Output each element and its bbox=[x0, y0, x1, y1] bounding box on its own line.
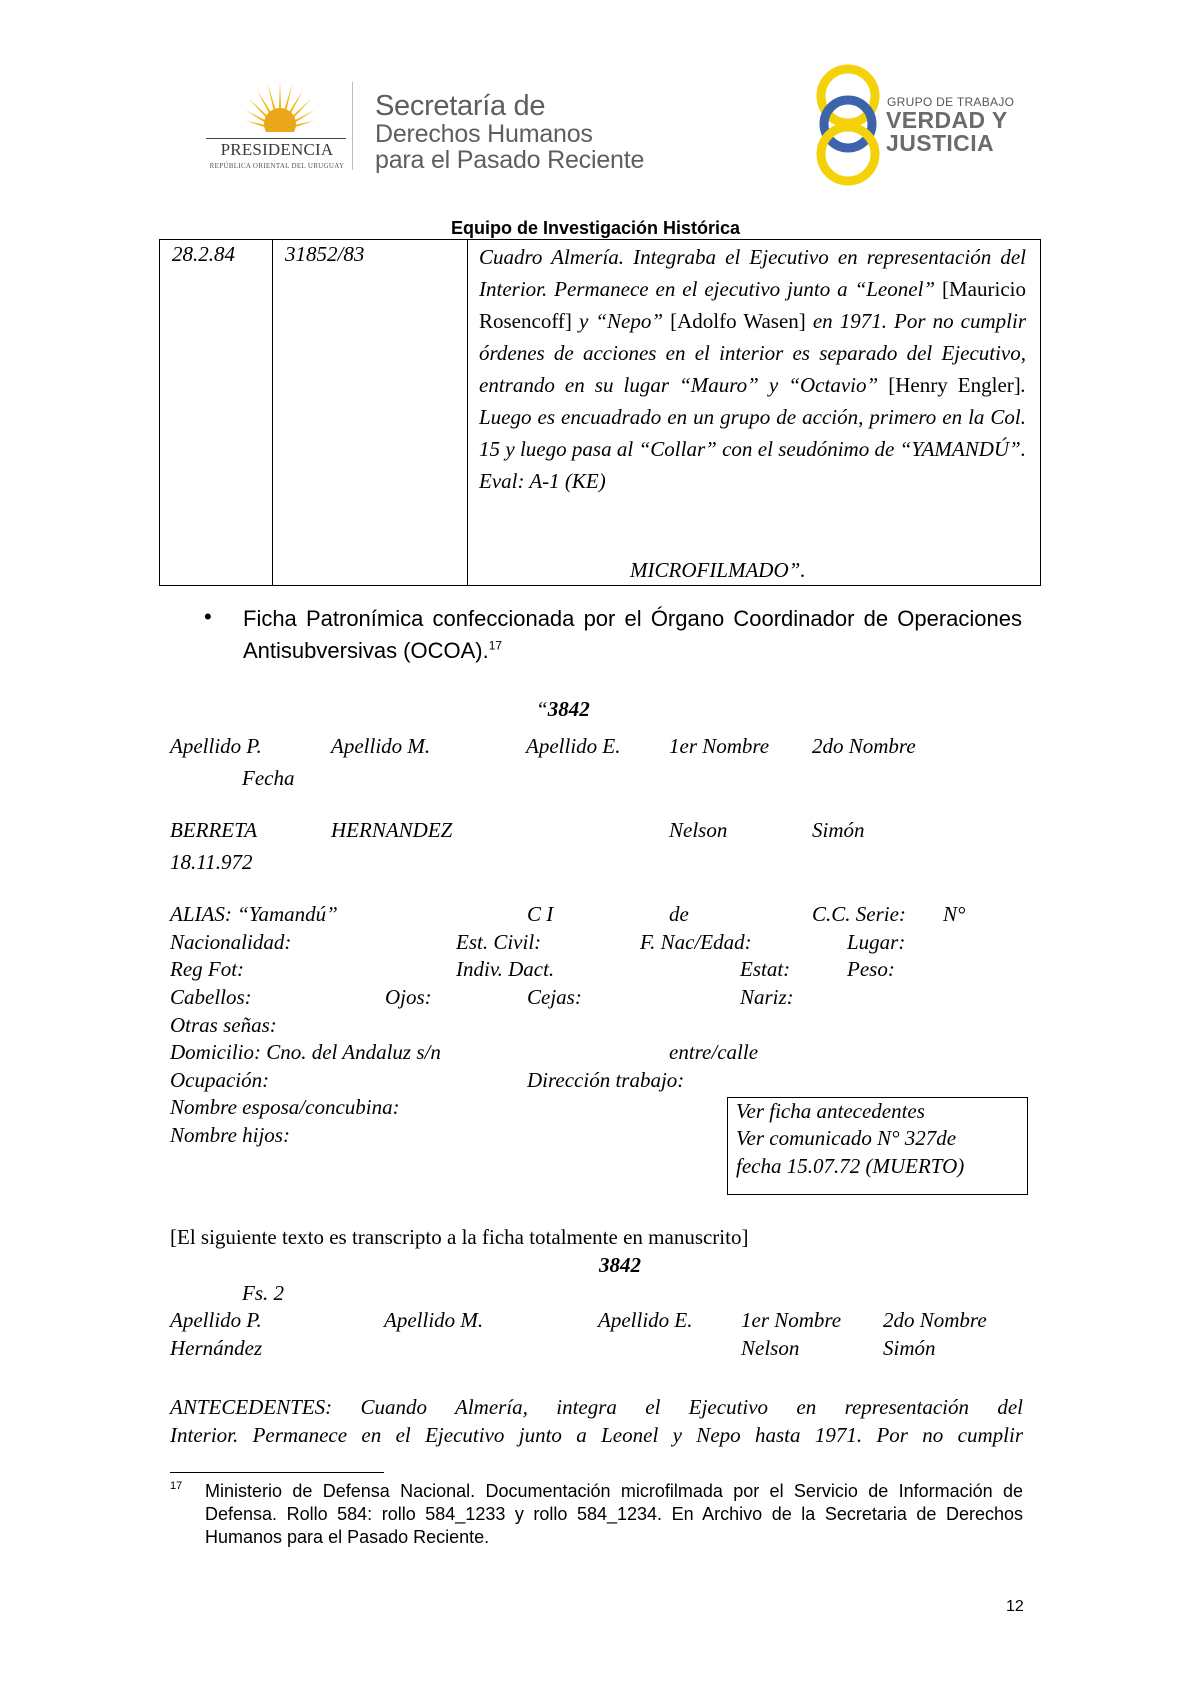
republica-label: REPÚBLICA ORIENTAL DEL URUGUAY bbox=[209, 162, 345, 170]
ficha2-label-apellido-p: Apellido P. bbox=[170, 1308, 262, 1332]
ficha2-label-apellido-m: Apellido M. bbox=[384, 1308, 484, 1332]
ficha2-label-apellido-e: Apellido E. bbox=[598, 1308, 693, 1332]
field-nacionalidad: Nacionalidad: bbox=[170, 930, 292, 954]
vj-title-line1: VERDAD Y bbox=[886, 107, 1008, 133]
label-apellido-p: Apellido P. bbox=[170, 734, 262, 758]
table-divider bbox=[467, 240, 468, 585]
ficha-quote: “ bbox=[536, 697, 548, 721]
field-nombre-esposa: Nombre esposa/concubina: bbox=[170, 1095, 400, 1119]
secretaria-title-line2: Derechos Humanos bbox=[375, 120, 593, 148]
ficha2-value-nombre2: Simón bbox=[883, 1336, 936, 1360]
value-fecha: 18.11.972 bbox=[170, 850, 253, 874]
ficha2-label-nombre2: 2do Nombre bbox=[883, 1308, 987, 1332]
document-table bbox=[159, 239, 1041, 586]
field-cabellos: Cabellos: bbox=[170, 985, 252, 1009]
table-text-part: en 1971. Por no cumplir órdenes de acciones en el interior es separado del Ejecutivo, entrando en su lugar “Mauro” y “Octavio” bbox=[479, 309, 1026, 397]
table-text-part: . Luego es encuadrado en un grupo de acción, primero en la Col. 15 y luego pasa al “Collar” con el seudónimo de “YAMANDÚ”. Eval: A-1 (KE) bbox=[479, 373, 1026, 493]
table-reference: 31852/83 bbox=[285, 242, 365, 266]
table-text-part: [Mauricio Rosencoff] bbox=[479, 277, 1026, 333]
field-ojos: Ojos: bbox=[385, 985, 432, 1009]
ficha2-fs: Fs. 2 bbox=[242, 1281, 284, 1305]
field-lugar: Lugar: bbox=[847, 930, 906, 954]
ficha2-value-nombre1: Nelson bbox=[741, 1336, 800, 1360]
field-est-civil: Est. Civil: bbox=[456, 930, 542, 954]
table-text-part: [Henry Engler] bbox=[888, 373, 1021, 397]
table-divider bbox=[272, 240, 273, 585]
ficha2-number: 3842 bbox=[599, 1253, 641, 1277]
label-nombre2: 2do Nombre bbox=[812, 734, 916, 758]
secretaria-title-line3: para el Pasado Reciente bbox=[375, 146, 645, 174]
bullet-paragraph bbox=[243, 603, 1022, 667]
page-number: 12 bbox=[1006, 1598, 1024, 1615]
field-cc-serie: C.C. Serie: bbox=[812, 902, 906, 926]
label-apellido-e: Apellido E. bbox=[526, 734, 621, 758]
field-f-nac: F. Nac/Edad: bbox=[640, 930, 752, 954]
sun-logo-icon bbox=[244, 80, 316, 132]
ficha2-label-nombre1: 1er Nombre bbox=[741, 1308, 842, 1332]
label-fecha: Fecha bbox=[242, 766, 295, 790]
field-ci: C I bbox=[527, 902, 554, 926]
table-text-part: Cuadro Almería. Integraba el Ejecutivo en representación del Interior. Permanece en el ejecutivo junto a “Leonel” bbox=[479, 245, 1026, 301]
field-direccion-trabajo: Dirección trabajo: bbox=[527, 1068, 685, 1092]
table-text-part: y “Nepo” bbox=[571, 309, 671, 333]
footnote-text: Ministerio de Defensa Nacional. Documentación microfilmada por el Servicio de Información de Defensa. Rollo 584: rollo 584_1233 y rollo 584_1234. En Archivo de la Secretaria de Derechos Humanos para el Pasado Reciente. bbox=[205, 1481, 1023, 1547]
label-nombre1: 1er Nombre bbox=[669, 734, 770, 758]
transcription-note: [El siguiente texto es transcripto a la ficha totalmente en manuscrito] bbox=[170, 1225, 749, 1249]
verdad-justicia-rings-icon bbox=[810, 62, 892, 186]
field-entre-calle: entre/calle bbox=[669, 1040, 759, 1064]
field-nombre-hijos: Nombre hijos: bbox=[170, 1123, 290, 1147]
observation-line: Ver comunicado N° 327de bbox=[736, 1126, 957, 1150]
value-apellido-p: BERRETA bbox=[170, 818, 258, 842]
field-peso: Peso: bbox=[847, 957, 895, 981]
ficha-number bbox=[536, 697, 590, 722]
antecedentes-line: ANTECEDENTES: Cuando Almería, integra el Ejecutivo en representación del bbox=[170, 1395, 1023, 1419]
footnote-ref: 17 bbox=[488, 638, 503, 653]
secretaria-title-line1: Secretaría de bbox=[375, 90, 546, 122]
field-indiv-dact: Indiv. Dact. bbox=[456, 957, 555, 981]
field-reg-fot: Reg Fot: bbox=[170, 957, 245, 981]
table-text-part: [Adolfo Wasen] bbox=[670, 309, 806, 333]
header-divider bbox=[352, 82, 353, 170]
observations-box bbox=[727, 1097, 1028, 1195]
field-n: N° bbox=[943, 902, 966, 926]
table-microfilmado: MICROFILMADO”. bbox=[630, 558, 806, 582]
field-nariz: Nariz: bbox=[740, 985, 794, 1009]
field-estat: Estat: bbox=[740, 957, 791, 981]
bullet-text: Ficha Patronímica confeccionada por el Órgano Coordinador de Operaciones Antisubversivas (OCOA). bbox=[243, 606, 1022, 663]
presidencia-rule bbox=[206, 138, 346, 139]
field-domicilio: Domicilio: Cno. del Andaluz s/n bbox=[170, 1040, 441, 1064]
table-description bbox=[479, 241, 1026, 497]
antecedentes-paragraph bbox=[170, 1393, 1023, 1449]
ficha-number-value: 3842 bbox=[547, 697, 590, 721]
ficha2-value-apellido-p: Hernández bbox=[170, 1336, 263, 1360]
equipo-title: Equipo de Investigación Histórica bbox=[450, 218, 741, 238]
footnote-number: 17 bbox=[170, 1480, 183, 1492]
presidencia-label: PRESIDENCIA bbox=[220, 140, 334, 159]
value-apellido-m: HERNANDEZ bbox=[331, 818, 453, 842]
label-apellido-m: Apellido M. bbox=[331, 734, 431, 758]
field-de: de bbox=[669, 902, 689, 926]
observation-line: Ver ficha antecedentes bbox=[736, 1099, 925, 1123]
table-date: 28.2.84 bbox=[172, 242, 235, 266]
observation-line: fecha 15.07.72 (MUERTO) bbox=[736, 1154, 965, 1178]
vj-title-line2: JUSTICIA bbox=[886, 130, 994, 156]
field-cejas: Cejas: bbox=[527, 985, 582, 1009]
vj-subtitle: GRUPO DE TRABAJO bbox=[887, 95, 1015, 109]
antecedentes-line: Interior. Permanece en el Ejecutivo junto a Leonel y Nepo hasta 1971. Por no cumplir bbox=[170, 1423, 1023, 1447]
field-alias: ALIAS: “Yamandú” bbox=[170, 902, 338, 926]
field-otras-senas: Otras señas: bbox=[170, 1013, 277, 1037]
value-nombre1: Nelson bbox=[669, 818, 728, 842]
field-ocupacion: Ocupación: bbox=[170, 1068, 270, 1092]
bullet-marker: • bbox=[204, 604, 212, 629]
footnote-rule bbox=[170, 1472, 384, 1473]
value-nombre2: Simón bbox=[812, 818, 865, 842]
